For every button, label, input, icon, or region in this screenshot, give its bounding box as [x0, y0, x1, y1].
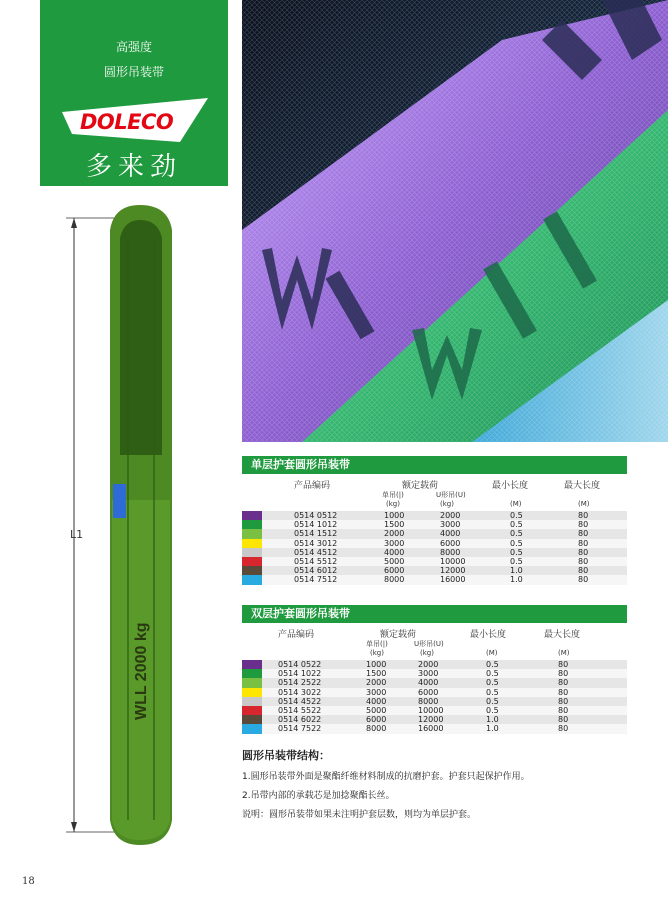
table-body [242, 511, 627, 585]
color-swatch [242, 706, 262, 715]
min-length-cell: 0.5 [510, 529, 523, 539]
logo-text: DOLECO [80, 110, 174, 134]
table-row [242, 548, 627, 557]
min-length-cell: 0.5 [510, 520, 523, 530]
single-load-cell: 4000 [384, 547, 405, 557]
max-length-cell: 80 [558, 660, 569, 669]
table-header [242, 474, 627, 511]
min-length-cell: 1.0 [510, 566, 523, 576]
unit-kg: (kg) [386, 500, 400, 508]
single-load-cell: 4000 [366, 696, 387, 706]
single-load-cell: 8000 [366, 724, 387, 734]
product-code-cell: 0514 1512 [294, 529, 338, 539]
min-length-cell: 0.5 [486, 669, 499, 679]
table-title: 双层护套圆形吊装带 [242, 605, 627, 623]
product-code-cell: 0514 7512 [294, 575, 338, 585]
product-photo [242, 0, 668, 442]
table-row [242, 520, 627, 529]
single-load-cell: 6000 [384, 566, 405, 576]
u-load-cell: 8000 [418, 696, 439, 706]
sling-print-text: WLL 2000 kg [133, 622, 150, 720]
max-length-cell: 80 [558, 724, 569, 734]
table-header [242, 623, 627, 660]
doleco-logo [62, 98, 208, 142]
product-code-cell: 0514 6012 [294, 566, 338, 576]
col-load-header: 额定载荷 [402, 481, 439, 491]
min-length-cell: 0.5 [510, 538, 523, 548]
u-load-cell: 3000 [440, 520, 461, 530]
color-swatch [242, 697, 262, 706]
max-length-cell: 80 [578, 575, 589, 585]
color-swatch [242, 548, 262, 557]
table-row [242, 566, 627, 575]
col-single-header: 单吊(|) [382, 491, 404, 499]
min-length-cell: 0.5 [486, 705, 499, 715]
header-subtitle-1: 高强度 [115, 40, 152, 54]
u-load-cell: 4000 [440, 529, 461, 539]
u-load-cell: 12000 [440, 566, 466, 576]
table-row [242, 697, 627, 706]
unit-m: (M) [578, 500, 590, 508]
max-length-cell: 80 [558, 669, 569, 679]
construction-title: 圆形吊装带结构： [242, 749, 330, 762]
col-load-header: 额定载荷 [380, 630, 417, 640]
color-swatch [242, 529, 262, 538]
u-load-cell: 10000 [418, 705, 444, 715]
product-code-cell: 0514 0512 [294, 511, 338, 520]
color-swatch [242, 566, 262, 575]
col-max-header: 最大长度 [564, 481, 601, 491]
col-code-header: 产品编码 [278, 630, 315, 640]
table-row [242, 539, 627, 548]
product-code-cell: 0514 4522 [278, 696, 322, 706]
u-load-cell: 6000 [418, 687, 439, 697]
col-u-header: U形吊(U) [414, 640, 444, 648]
single-load-cell: 1000 [366, 660, 387, 669]
color-swatch [242, 539, 262, 548]
product-code-cell: 0514 7522 [278, 724, 322, 734]
table-row [242, 678, 627, 687]
single-load-cell: 1000 [384, 511, 405, 520]
table-title: 单层护套圆形吊装带 [242, 456, 627, 474]
table-row [242, 529, 627, 538]
color-swatch [242, 511, 262, 520]
max-length-cell: 80 [558, 687, 569, 697]
col-max-header: 最大长度 [544, 630, 581, 640]
table-row [242, 660, 627, 669]
u-load-cell: 16000 [418, 724, 444, 734]
single-load-cell: 2000 [366, 678, 387, 688]
unit-kg: (kg) [370, 649, 384, 657]
unit-m: (M) [558, 649, 570, 657]
max-length-cell: 80 [558, 715, 569, 725]
max-length-cell: 80 [578, 547, 589, 557]
construction-notes [242, 747, 652, 826]
single-load-cell: 3000 [384, 538, 405, 548]
max-length-cell: 80 [578, 520, 589, 530]
construction-line-2: 2.吊带内部的承载芯是加捻聚酯长丝。 [242, 791, 395, 801]
sling-label-tag [113, 484, 126, 518]
max-length-cell: 80 [578, 529, 589, 539]
color-swatch [242, 715, 262, 724]
max-length-cell: 80 [578, 511, 589, 520]
construction-note: 说明：圆形吊装带如果未注明护套层数，则均为单层护套。 [242, 810, 477, 820]
dimension-label: L1 [70, 528, 84, 541]
col-min-header: 最小长度 [492, 481, 529, 491]
color-swatch [242, 575, 262, 584]
min-length-cell: 0.5 [486, 678, 499, 688]
min-length-cell: 1.0 [510, 575, 523, 585]
product-code-cell: 0514 3012 [294, 538, 338, 548]
min-length-cell: 1.0 [486, 724, 499, 734]
table-row [242, 715, 627, 724]
logo-chinese: 多来劲 [85, 152, 182, 182]
product-code-cell: 0514 6022 [278, 715, 322, 725]
min-length-cell: 0.5 [486, 696, 499, 706]
min-length-cell: 0.5 [510, 556, 523, 566]
construction-line-1: 1.圆形吊装带外面是聚酯纤维材料制成的抗磨护套。护套只起保护作用。 [242, 772, 530, 782]
color-swatch [242, 724, 262, 733]
product-code-cell: 0514 2522 [278, 678, 322, 688]
table-row [242, 669, 627, 678]
single-load-cell: 1500 [384, 520, 405, 530]
unit-m: (M) [510, 500, 522, 508]
color-swatch [242, 557, 262, 566]
u-load-cell: 3000 [418, 669, 439, 679]
max-length-cell: 80 [578, 556, 589, 566]
table-row [242, 557, 627, 566]
product-code-cell: 0514 4512 [294, 547, 338, 557]
max-length-cell: 80 [558, 678, 569, 688]
max-length-cell: 80 [578, 566, 589, 576]
u-load-cell: 8000 [440, 547, 461, 557]
color-swatch [242, 688, 262, 697]
product-code-cell: 0514 5522 [278, 705, 322, 715]
min-length-cell: 0.5 [486, 687, 499, 697]
color-swatch [242, 678, 262, 687]
u-load-cell: 2000 [440, 511, 461, 520]
max-length-cell: 80 [578, 538, 589, 548]
u-load-cell: 4000 [418, 678, 439, 688]
table-body [242, 660, 627, 734]
header-subtitle-2: 圆形吊装带 [103, 65, 164, 79]
min-length-cell: 1.0 [486, 715, 499, 725]
min-length-cell: 0.5 [510, 511, 523, 520]
color-swatch [242, 520, 262, 529]
single-load-cell: 2000 [384, 529, 405, 539]
table-row [242, 706, 627, 715]
col-single-header: 单吊(|) [366, 640, 388, 648]
unit-kg: (kg) [440, 500, 454, 508]
min-length-cell: 0.5 [510, 547, 523, 557]
single-load-cell: 6000 [366, 715, 387, 725]
single-load-cell: 3000 [366, 687, 387, 697]
brand-header [40, 0, 228, 186]
u-load-cell: 16000 [440, 575, 466, 585]
single-layer-table [242, 456, 627, 585]
table-row [242, 575, 627, 584]
round-sling-illustration [50, 200, 240, 850]
product-code-cell: 0514 0522 [278, 660, 322, 669]
product-code-cell: 0514 3022 [278, 687, 322, 697]
col-min-header: 最小长度 [470, 630, 507, 640]
u-load-cell: 2000 [418, 660, 439, 669]
max-length-cell: 80 [558, 696, 569, 706]
col-u-header: U形吊(U) [436, 491, 466, 499]
u-load-cell: 6000 [440, 538, 461, 548]
unit-m: (M) [486, 649, 498, 657]
single-load-cell: 1500 [366, 669, 387, 679]
table-row [242, 511, 627, 520]
u-load-cell: 10000 [440, 556, 466, 566]
col-code-header: 产品编码 [294, 481, 331, 491]
color-swatch [242, 669, 262, 678]
u-load-cell: 12000 [418, 715, 444, 725]
product-code-cell: 0514 5512 [294, 556, 338, 566]
max-length-cell: 80 [558, 705, 569, 715]
product-code-cell: 0514 1012 [294, 520, 338, 530]
double-layer-table [242, 605, 627, 734]
table-row [242, 688, 627, 697]
table-row [242, 724, 627, 733]
product-code-cell: 0514 1022 [278, 669, 322, 679]
unit-kg: (kg) [420, 649, 434, 657]
single-load-cell: 8000 [384, 575, 405, 585]
min-length-cell: 0.5 [486, 660, 499, 669]
single-load-cell: 5000 [384, 556, 405, 566]
page-number: 18 [22, 876, 35, 887]
color-swatch [242, 660, 262, 669]
single-load-cell: 5000 [366, 705, 387, 715]
